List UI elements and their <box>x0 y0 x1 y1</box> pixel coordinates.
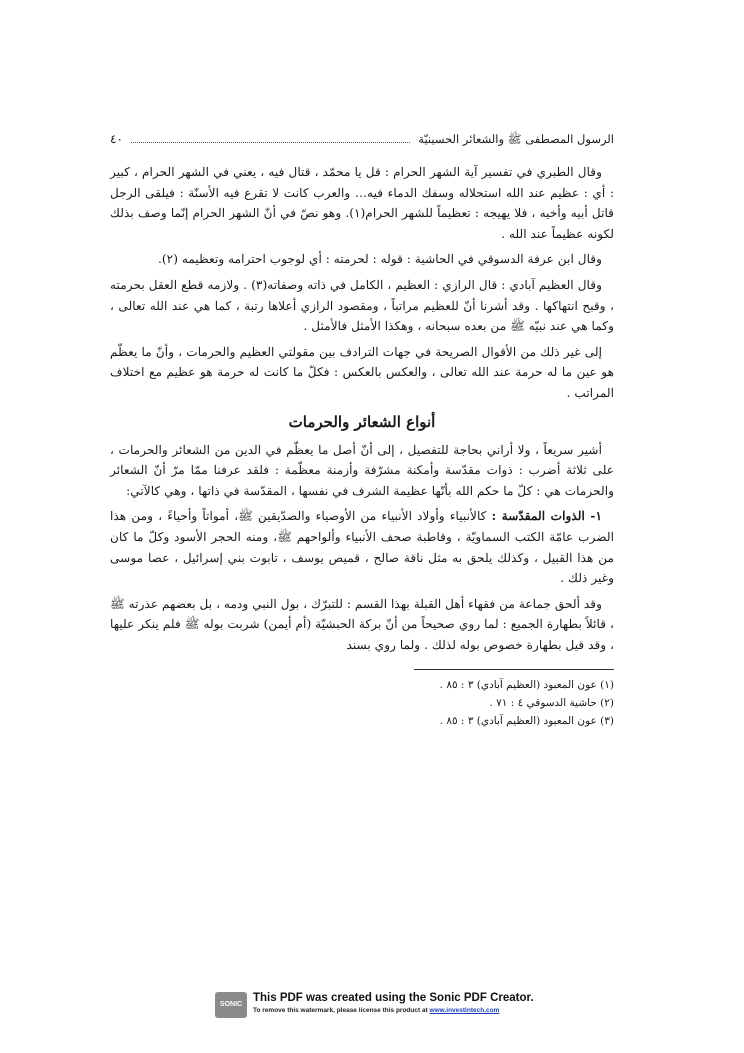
footnote-divider <box>414 669 614 670</box>
watermark-line-2 <box>253 1007 499 1014</box>
header-dotted-leader <box>131 131 410 143</box>
paragraph-azim-abadi: وقال العظيم آبادي : قال الرازي : العظيم ، الكامل في ذاته وصفاته(٣) . ولازمه قطع العقل بحرمته ، وقبح انتهاكها . وقد أشرنا أنّ للعظيم مراتباً ، ومقصود الرازي أعلاها رتبة ، كما هي عند الله تعالى ، وكما هي عند نبيّه ﷺ من بعده سبحانه ، وهكذا الأمثل فالأمثل . <box>110 277 614 334</box>
paragraph-conclusion: إلى غير ذلك من الأقوال الصريحة في جهات الترادف بين مقولتي العظيم والحرمات ، وأنّ ما يعظّم هو عين ما له حرمة عند الله تعالى ، والعكس بالعكس : فكلّ ما كانت له حرمة هو عظيم مع اختلاف المراتب . <box>110 344 614 400</box>
footnote-2: (٢) حاشية الدسوقي ٤ : ٧١ . <box>489 697 614 710</box>
paragraph-tabari: وقال الطبري في تفسير آية الشهر الحرام : قل يا محمّد ، قتال فيه ، يعني في الشهر الحرام ، كبير : أي : عظيم عند الله استحلاله وسفك الدماء فيه… والعرب كانت لا تقرع فيه الأسنّة : فيلقى الرجل قاتل أبيه وأخيه ، فلا يهيجه : تعظيماً للشهر الحرام(١). وهو نصّ في أنّ الشهر الحرام إنّما وصف بذلك لكونه عظيماً عند الله . <box>110 165 614 241</box>
page-number: ٤٠ <box>110 132 123 146</box>
running-header <box>110 130 614 148</box>
paragraph-item-1 <box>110 506 614 588</box>
sonic-pdf-logo-icon: SONIC PDF <box>215 992 247 1018</box>
paragraph-types-intro: أشير سريعاً ، ولا أراني بحاجة للتفصيل ، إلى أنّ أصل ما يعظّم في الدين من الشعائر والحرمات ، على ثلاثة أضرب : ذوات مقدّسة وأمكنة مشرّفة وأزمنة معظّمة : فلقد عرفنا ممّا مرّ أنّ الشعائر والحرمات هي : كلّ ما حكم الله بأنّها عظيمة الشرف في نفسها ، المقدّسة في ذاتها ، وهي كالآتي: <box>110 442 614 498</box>
paragraph-final: وقد ألحق جماعة من فقهاء أهل القبلة بهذا القسم : للتبرّك ، بول النبي ودمه ، بل بعضهم عذرته ﷺ ، قائلاً بطهارة الجميع : لما روي صحيحاً من أنّ بركة الحبشيّة (أم أيمن) شربت بوله ﷺ فلم ينكر عليها ، وقد قيل بطهارة خصوص بوله لذلك . ولما روي بسند <box>110 596 614 652</box>
watermark-line-2-prefix: To remove this watermark, please license this product at <box>253 1007 430 1014</box>
item-1-label: ١- الذوات المقدّسة : <box>491 509 603 524</box>
footnote-1: (١) عون المعبود (العظيم آبادي) ٣ : ٨٥ . <box>439 679 614 692</box>
sonic-pdf-watermark <box>215 990 545 1034</box>
watermark-license-link[interactable]: www.investintech.com <box>429 1007 500 1014</box>
item-1-text: كالأنبياء وأولاد الأنبياء من الأوصياء والصدّيقين ﷺ، أمواتاً وأحياءً ، ومن هذا الضرب عامّة الكتب السماويّة ، وقاطبة صحف الأنبياء وألواحهم ﷺ، ومنه الحجر الأسود وكلّ ما كان من هذا القبيل ، وكذلك يلحق به مثل ناقة صالح ، قميص يوسف ، تابوت بني إسرائيل ، عصا موسى وغير ذلك . <box>110 509 614 586</box>
section-heading: أنواع الشعائر والحرمات <box>288 412 436 431</box>
document-page <box>110 130 614 730</box>
header-title: الرسول المصطفى ﷺ والشعائر الحسينيّة <box>418 132 614 146</box>
paragraph-dasuqi: وقال ابن عرفة الدسوقي في الحاشية : قوله : لحرمته : أي لوجوب احترامه وتعظيمه (٢). <box>158 252 602 267</box>
watermark-line-1: This PDF was created using the Sonic PDF Creator. <box>253 992 534 1004</box>
footnote-3: (٣) عون المعبود (العظيم آبادي) ٣ : ٨٥ . <box>439 715 614 728</box>
